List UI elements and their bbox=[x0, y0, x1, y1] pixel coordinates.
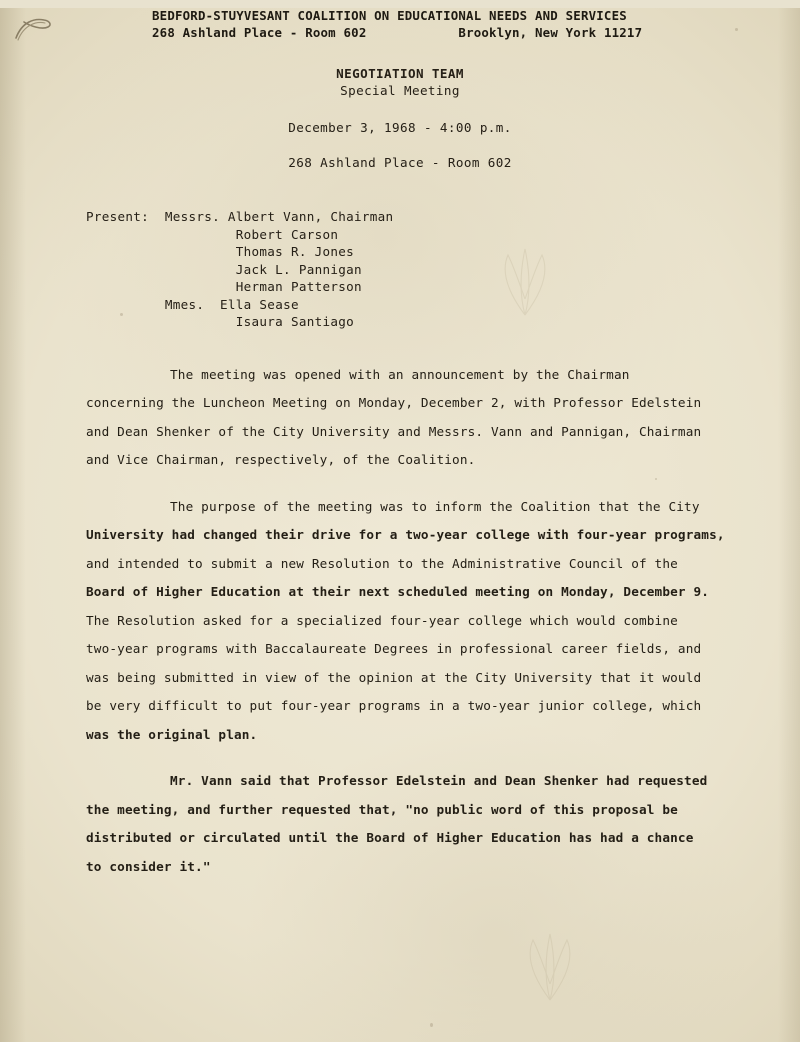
attendance-block bbox=[0, 208, 800, 331]
paper-speck bbox=[430, 1023, 433, 1027]
paragraph-line: two-year programs with Baccalaureate Degrees in professional career fields, and bbox=[86, 641, 702, 656]
paragraph-line: Board of Higher Education at their next scheduled meeting on Monday, December 9. bbox=[86, 584, 710, 599]
address-left: 268 Ashland Place - Room 602 bbox=[152, 25, 367, 40]
address-right: Brooklyn, New York 11217 bbox=[458, 25, 643, 40]
attendee-name: Ella Sease bbox=[220, 296, 299, 312]
paragraph-line: and intended to submit a new Resolution to the Administrative Council of the bbox=[86, 555, 678, 571]
attendee-name: Thomas R. Jones bbox=[235, 244, 354, 259]
paragraph-1 bbox=[86, 361, 754, 475]
mmes-label: Mmes. bbox=[164, 296, 205, 312]
attendance-row bbox=[86, 261, 800, 279]
attendee-name: Jack L. Pannigan bbox=[235, 261, 362, 277]
attendance-row bbox=[86, 313, 800, 331]
present-label: Present: bbox=[86, 209, 150, 224]
meeting-subtitle: Special Meeting bbox=[340, 83, 460, 98]
paper-stain-watermark-lower bbox=[495, 908, 605, 1008]
paragraph-line: be very difficult to put four-year programs in a two-year junior college, which bbox=[86, 698, 702, 713]
attendance-row bbox=[86, 208, 800, 226]
attendance-row bbox=[86, 226, 800, 244]
meeting-datetime: December 3, 1968 - 4:00 p.m. bbox=[288, 120, 512, 135]
paragraph-line: Mr. Vann said that Professor Edelstein and Dean Shenker had requested bbox=[170, 773, 708, 788]
paragraph-line: the meeting, and further requested that, "no public word of this proposal be bbox=[86, 801, 678, 817]
paragraph-line: The Resolution asked for a specialized four-year college which would combine bbox=[86, 612, 678, 628]
paragraph-line: concerning the Luncheon Meeting on Monday, December 2, with Professor Edelstein bbox=[86, 395, 702, 410]
attendance-row bbox=[86, 243, 800, 261]
attendee-name: Robert Carson bbox=[235, 226, 339, 242]
paragraph-3 bbox=[86, 767, 754, 881]
organization-name: BEDFORD-STUYVESANT COALITION ON EDUCATIONAL NEEDS AND SERVICES bbox=[152, 8, 627, 23]
paragraph-line: University had changed their drive for a two-year college with four-year programs, bbox=[86, 527, 725, 542]
attendee-name: Albert Vann, Chairman bbox=[227, 209, 394, 224]
paragraph-line: and Dean Shenker of the City University and Messrs. Vann and Pannigan, Chairman bbox=[86, 423, 702, 439]
minutes-body bbox=[0, 361, 800, 882]
paragraph-line: and Vice Chairman, respectively, of the Coalition. bbox=[86, 452, 476, 467]
attendance-row bbox=[86, 296, 800, 314]
paragraph-line: The meeting was opened with an announcement by the Chairman bbox=[170, 366, 630, 382]
document-body bbox=[0, 8, 800, 881]
document-page bbox=[0, 8, 800, 1042]
paragraph-2 bbox=[86, 493, 754, 750]
attendance-row bbox=[86, 278, 800, 296]
title-block bbox=[0, 66, 800, 170]
paragraph-line: The purpose of the meeting was to inform the Coalition that the City bbox=[170, 498, 700, 514]
letterhead-address bbox=[0, 25, 800, 40]
attendee-name: Herman Patterson bbox=[235, 279, 362, 294]
attendee-name: Isaura Santiago bbox=[235, 314, 354, 329]
meeting-title: NEGOTIATION TEAM bbox=[336, 66, 464, 81]
paragraph-line: was the original plan. bbox=[86, 726, 258, 742]
paragraph-line: distributed or circulated until the Board of Higher Education has had a chance bbox=[86, 830, 694, 845]
paragraph-line: was being submitted in view of the opinion at the City University that it would bbox=[86, 669, 702, 685]
paragraph-line: to consider it." bbox=[86, 858, 211, 874]
letterhead bbox=[0, 8, 800, 40]
meeting-location: 268 Ashland Place - Room 602 bbox=[288, 155, 512, 170]
messrs-label: Messrs. bbox=[164, 209, 221, 224]
